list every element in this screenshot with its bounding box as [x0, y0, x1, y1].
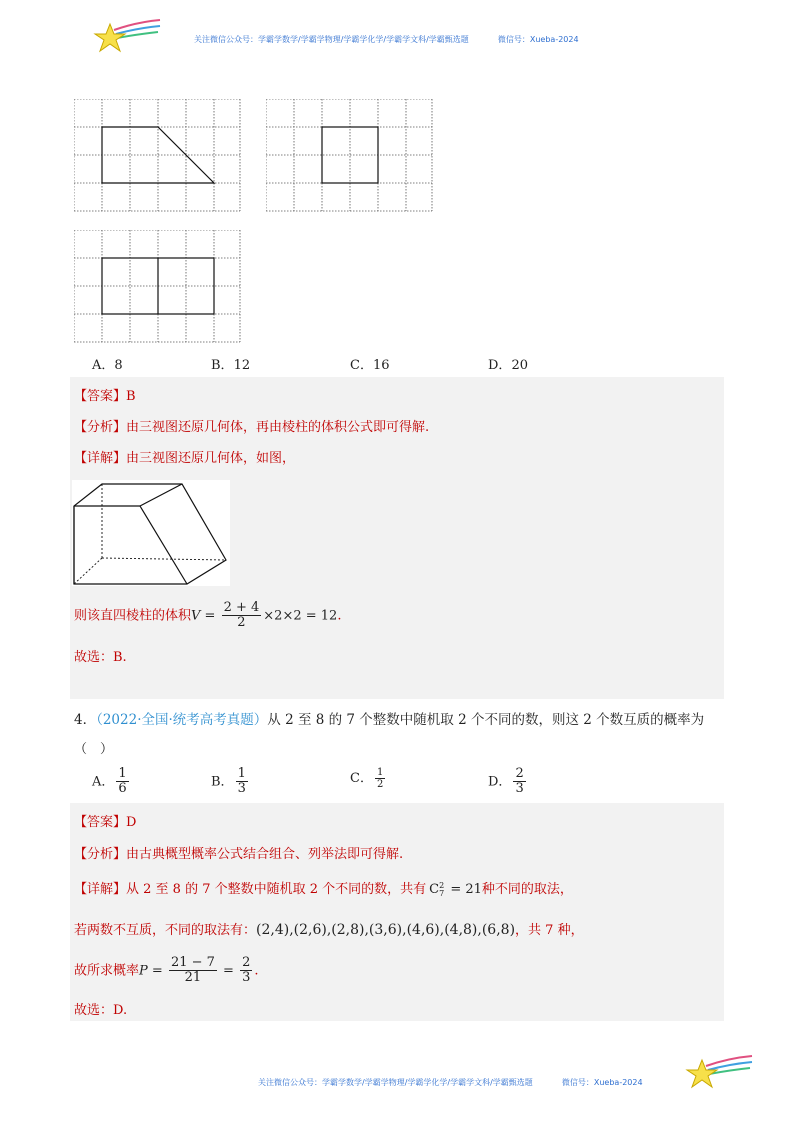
q3-option-a: A．8	[92, 358, 123, 373]
q4-stem: 4．（2022·全国·统考高考真题）从 2 至 8 的 7 个整数中随机取 2 个不同的数，则这 2 个数互质的概率为	[74, 712, 705, 728]
q4-pairs-line: 若两数不互质，不同的取法有：(2,4),(2,6),(2,8),(3,6),(4,6),(4,8),(6,8)，共 7 种，	[74, 922, 584, 938]
q4-detail-line: 【详解】从 2 至 8 的 7 个整数中随机取 2 个不同的数，共有 C 2 7 = 21种不同的取法，	[74, 880, 573, 898]
q4-option-b: B． $\frac{1}{3}$	[211, 766, 246, 797]
front-view-grid	[74, 99, 242, 212]
q3-analysis-line: 【分析】由三视图还原几何体，再由棱柱的体积公式即可得解.	[74, 420, 430, 435]
q4-answer-line: 【答案】D	[74, 815, 137, 830]
prism-figure	[72, 480, 230, 586]
q4-option-a: A． $\frac{1}{6}$	[92, 766, 127, 797]
q3-choose-line: 故选：B.	[74, 650, 127, 665]
shooting-star-icon	[92, 18, 162, 58]
q3-option-b: B．12	[211, 358, 251, 373]
q3-option-c: C．16	[350, 358, 390, 373]
header-text: 关注微信公众号：学霸学数学/学霸学物理/学霸学化学/学霸学文科/学霸甄选题	[194, 35, 469, 44]
q4-prob-line: 故所求概率P = $\frac{21 - 7}{21}$ = $\frac{2}{3}$ .	[74, 955, 259, 986]
footer-wechat: 微信号：Xueba-2024	[561, 1078, 643, 1087]
q3-detail-line: 【详解】由三视图还原几何体，如图，	[74, 451, 296, 466]
shooting-star-icon	[684, 1054, 754, 1094]
q3-answer-line: 【答案】B	[74, 389, 136, 404]
top-view-grid	[74, 230, 242, 343]
header-wechat: 微信号：Xueba-2024	[497, 35, 579, 44]
footer-text: 关注微信公众号：学霸学数学/学霸学物理/学霸学化学/学霸学文科/学霸甄选题	[258, 1078, 533, 1087]
q4-option-c: C． $\frac{1}{2}$	[350, 767, 384, 790]
q4-answer-box	[70, 803, 724, 1021]
q4-analysis-line: 【分析】由古典概型概率公式结合组合、列举法即可得解.	[74, 847, 404, 862]
q4-choose-line: 故选：D.	[74, 1003, 128, 1018]
q4-paren: （ ）	[74, 742, 114, 757]
q3-volume-line: 则该直四棱柱的体积V = $\frac{2 + 4}{2}$ ×2×2 = 12.	[74, 600, 342, 631]
q3-option-d: D．20	[488, 358, 528, 373]
side-view-grid	[266, 99, 434, 212]
q4-option-d: D． $\frac{2}{3}$	[488, 766, 524, 797]
